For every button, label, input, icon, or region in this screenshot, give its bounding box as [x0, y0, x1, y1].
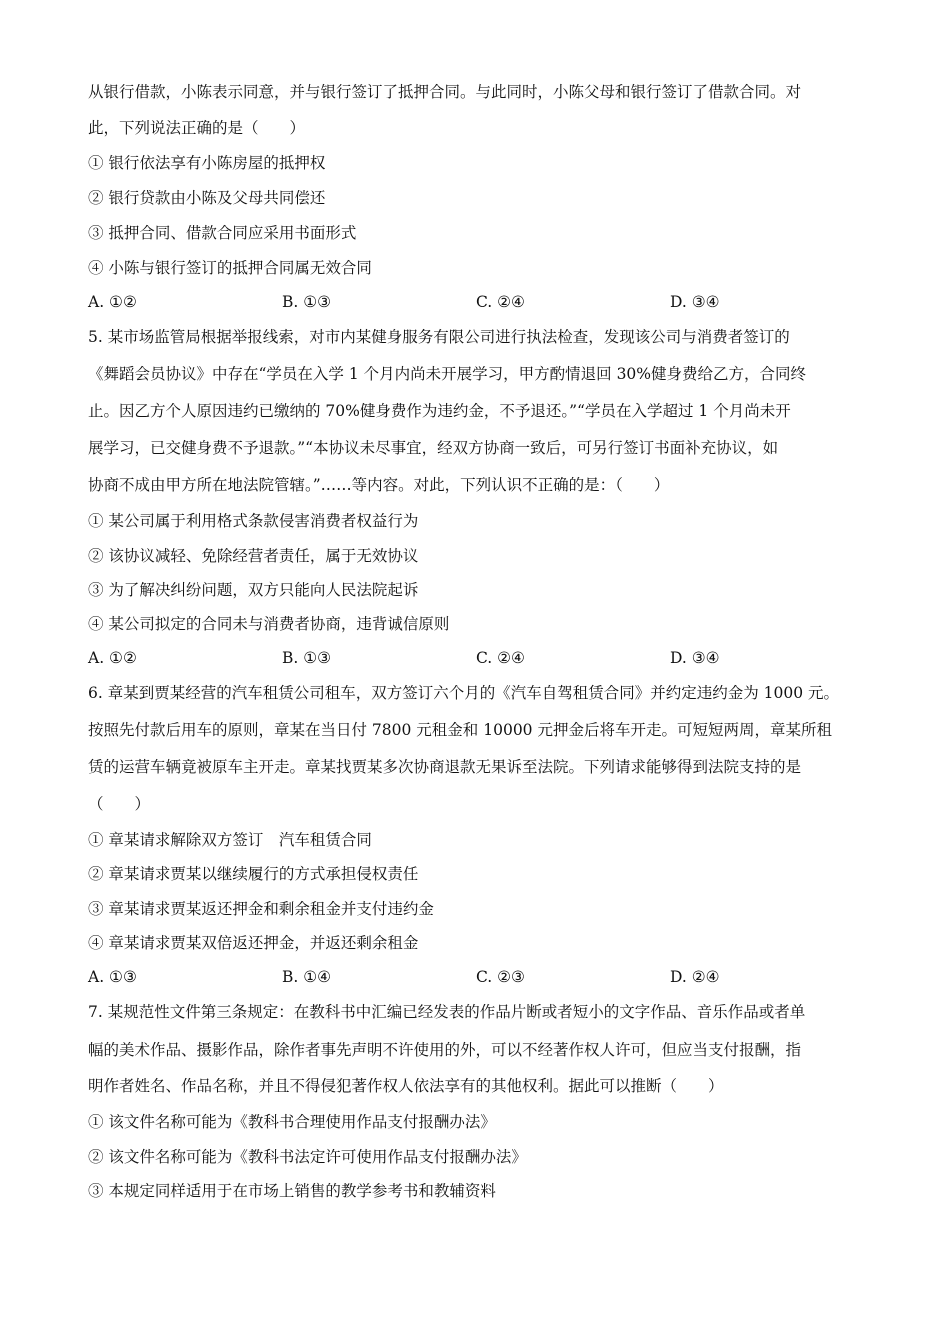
q4-option-2: ② 银行贷款由小陈及父母共同偿还 [88, 189, 326, 207]
q6-option-4: ④ 章某请求贾某双倍返还押金，并返还剩余租金 [88, 934, 419, 952]
q4-stem-line-1: 从银行借款，小陈表示同意，并与银行签订了抵押合同。与此同时，小陈父母和银行签订了借款合同。对 [88, 83, 802, 101]
q4-choice-c: C. ②④ [476, 293, 525, 311]
q4-option-1: ① 银行依法享有小陈房屋的抵押权 [88, 154, 326, 172]
q4-stem-line-2: 此，下列说法正确的是（ ） [88, 119, 306, 137]
q6-stem-line-4: （ ） [88, 795, 151, 813]
q7-stem-line-3: 明作者姓名、作品名称，并且不得侵犯著作权人依法享有的其他权利。据此可以推断（ ） [88, 1077, 724, 1095]
q4-choice-a: A. ①② [88, 293, 137, 311]
q6-stem-line-2: 按照先付款后用车的原则，章某在当日付 7800 元租金和 10000 元押金后将车开走。可短短两周，章某所租 [88, 721, 832, 739]
q7-stem-line-2: 幅的美术作品、摄影作品，除作者事先声明不许使用的外，可以不经著作权人许可，但应当支付报酬，指 [88, 1041, 802, 1059]
q5-stem-line-2: 《舞蹈会员协议》中存在“学员在入学 1 个月内尚未开展学习，甲方酌情退回 30%健身费给乙方，合同终 [88, 365, 807, 383]
q7-option-1: ① 该文件名称可能为《教科书合理使用作品支付报酬办法》 [88, 1113, 496, 1131]
q5-option-4: ④ 某公司拟定的合同未与消费者协商，违背诚信原则 [88, 615, 450, 633]
q5-stem-line-3: 止。因乙方个人原因违约已缴纳的 70%健身费作为违约金，不予退还。”“学员在入学超过 1 个月尚未开 [88, 402, 791, 420]
q4-choice-b: B. ①③ [282, 293, 332, 311]
q5-option-3: ③ 为了解决纠纷问题，双方只能向人民法院起诉 [88, 581, 419, 599]
q6-stem-line-3: 赁的运营车辆竟被原车主开走。章某找贾某多次协商退款无果诉至法院。下列请求能够得到法院支持的是 [88, 758, 802, 776]
q7-option-2: ② 该文件名称可能为《教科书法定许可使用作品支付报酬办法》 [88, 1148, 527, 1166]
q5-stem-line-1: 5. 某市场监管局根据举报线索，对市内某健身服务有限公司进行执法检查，发现该公司与消费者签订的 [88, 328, 790, 346]
q6-stem-line-1: 6. 章某到贾某经营的汽车租赁公司租车，双方签订六个月的《汽车自驾租赁合同》并约定违约金为 1000 元。 [88, 684, 840, 702]
q6-choice-c: C. ②③ [476, 968, 525, 986]
q5-choice-d: D. ③④ [670, 649, 720, 667]
q6-option-2: ② 章某请求贾某以继续履行的方式承担侵权责任 [88, 865, 419, 883]
q5-choices [88, 648, 868, 668]
q6-choice-a: A. ①③ [88, 968, 137, 986]
q5-choice-c: C. ②④ [476, 649, 525, 667]
q5-choice-a: A. ①② [88, 649, 137, 667]
q6-option-1: ① 章某请求解除双方签订 汽车租赁合同 [88, 831, 372, 849]
q5-choice-b: B. ①③ [282, 649, 332, 667]
q5-stem-line-5: 协商不成由甲方所在地法院管辖。”……等内容。对此，下列认识不正确的是：（ ） [88, 476, 670, 494]
q7-stem-line-1: 7. 某规范性文件第三条规定：在教科书中汇编已经发表的作品片断或者短小的文字作品、音乐作品或者单 [88, 1003, 806, 1021]
q6-choice-d: D. ②④ [670, 968, 720, 986]
q4-option-3: ③ 抵押合同、借款合同应采用书面形式 [88, 224, 357, 242]
q6-choice-b: B. ①④ [282, 968, 332, 986]
q6-choices [88, 967, 868, 987]
q5-option-1: ① 某公司属于利用格式条款侵害消费者权益行为 [88, 512, 419, 530]
q4-option-4: ④ 小陈与银行签订的抵押合同属无效合同 [88, 259, 372, 277]
q5-option-2: ② 该协议减轻、免除经营者责任，属于无效协议 [88, 547, 419, 565]
q6-option-3: ③ 章某请求贾某返还押金和剩余租金并支付违约金 [88, 900, 434, 918]
q5-stem-line-4: 展学习，已交健身费不予退款。”“本协议未尽事宜，经双方协商一致后，可另行签订书面补充协议，如 [88, 439, 779, 457]
q7-option-3: ③ 本规定同样适用于在市场上销售的教学参考书和教辅资料 [88, 1182, 496, 1200]
q4-choices [88, 292, 868, 312]
q4-choice-d: D. ③④ [670, 293, 720, 311]
